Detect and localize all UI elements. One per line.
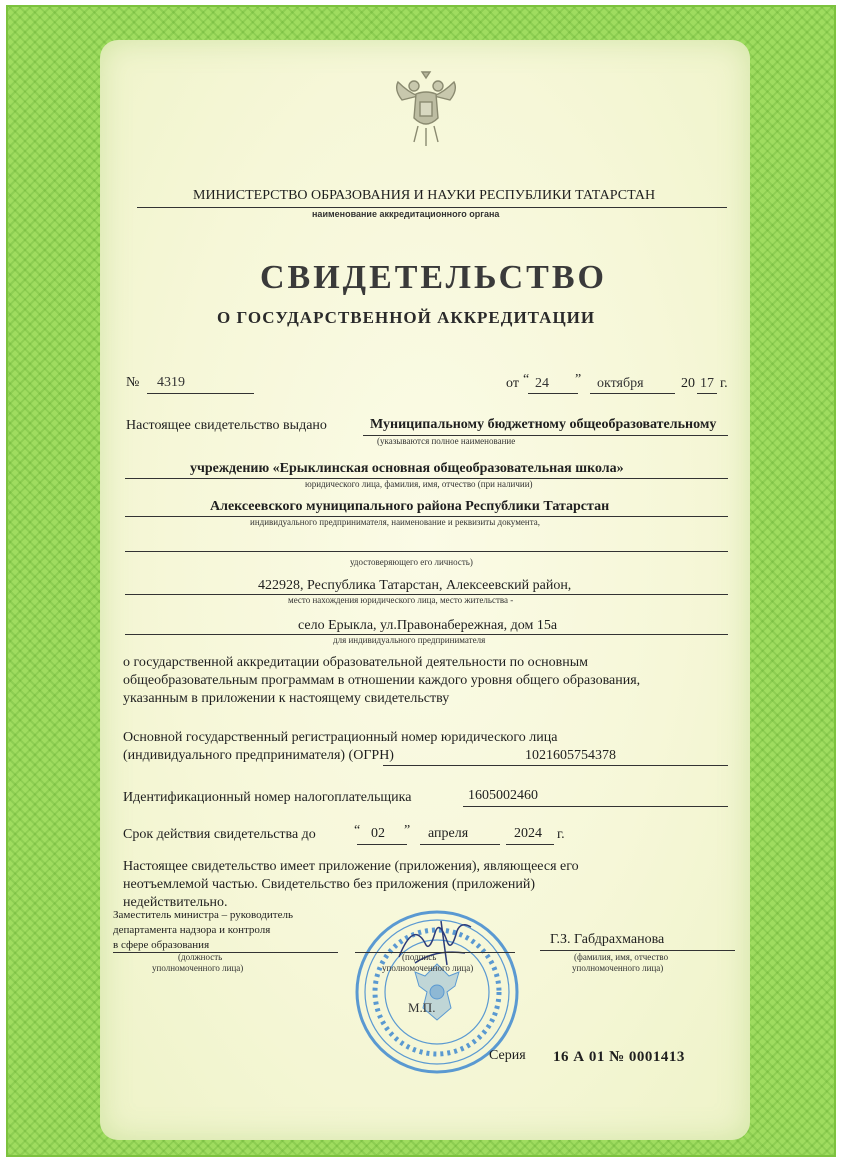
valid-quote-close: ”	[404, 823, 411, 838]
series-number: 16 А 01 № 0001413	[553, 1049, 685, 1065]
issued-to-label: Настоящее свидетельство выдано	[126, 418, 327, 433]
ministry-underline	[137, 207, 727, 208]
date-month: октября	[597, 376, 644, 391]
valid-day-underline	[357, 844, 407, 845]
signature-caption1: (подпись	[402, 952, 437, 962]
accreditation-text-line3: указанным в приложении к настоящему свидетельству	[123, 691, 450, 706]
address-line2: село Ерыкла, ул.Правонабережная, дом 15а	[298, 618, 558, 633]
series-label: Серия	[489, 1048, 526, 1063]
caption-entrepreneur-location: для индивидуального предпринимателя	[333, 635, 486, 645]
valid-year: 2024	[514, 826, 542, 841]
appendix-text-line3: недействительно.	[123, 895, 228, 910]
valid-month-underline	[420, 844, 500, 845]
org-name-line3: Алексеевского муниципального района Республики Татарстан	[210, 499, 610, 514]
caption-location: место нахождения юридического лица, место жительства -	[288, 595, 514, 605]
document-title: СВИДЕТЕЛЬСТВО	[260, 259, 607, 296]
ogrn-value: 1021605754378	[525, 748, 616, 763]
number-label: №	[126, 375, 140, 390]
caption-identity: удостоверяющего его личность)	[350, 557, 473, 567]
caption-full-name: (указываются полное наименование	[377, 436, 516, 446]
accreditation-text-line1: о государственной аккредитации образовательной деятельности по основным	[123, 655, 589, 670]
double-headed-eagle-emblem	[392, 70, 460, 148]
caption-legal-name: юридического лица, фамилия, имя, отчество (при наличии)	[305, 479, 533, 489]
official-name: Г.З. Габдрахманова	[550, 932, 665, 947]
date-year-underline	[697, 393, 717, 394]
date-day: 24	[535, 376, 549, 391]
official-position-line1: Заместитель министра – руководитель	[113, 909, 293, 921]
valid-month: апреля	[428, 826, 469, 841]
stamp-place-mark: М.П.	[408, 1000, 436, 1015]
position-underline	[113, 952, 338, 953]
date-year-unit: г.	[720, 376, 728, 391]
position-caption2: уполномоченного лица)	[152, 963, 244, 973]
accreditation-text-line2: общеобразовательным программам в отношении каждого уровня общего образования,	[123, 673, 641, 688]
certificate-number: 4319	[157, 375, 185, 390]
ministry-name: МИНИСТЕРСТВО ОБРАЗОВАНИЯ И НАУКИ РЕСПУБЛИКИ ТАТАРСТАН	[193, 188, 656, 203]
identity-underline	[125, 551, 728, 552]
date-prefix: от	[506, 376, 519, 391]
inn-value: 1605002460	[468, 788, 538, 803]
official-position-line2: департамента надзора и контроля	[113, 924, 271, 936]
valid-year-unit: г.	[557, 827, 565, 842]
appendix-text-line1: Настоящее свидетельство имеет приложение (приложения), являющееся его	[123, 859, 579, 874]
number-underline	[147, 393, 254, 394]
ministry-caption: наименование аккредитационного органа	[312, 209, 500, 219]
date-year-suffix: 17	[700, 376, 714, 391]
date-month-underline	[590, 393, 675, 394]
org-name-line2: учреждению «Ерыклинская основная общеобразовательная школа»	[190, 461, 624, 476]
document-subtitle: О ГОСУДАРСТВЕННОЙ АККРЕДИТАЦИИ	[217, 308, 596, 327]
signature-caption2: уполномоченного лица)	[382, 963, 474, 973]
org-name-line1: Муниципальному бюджетному общеобразовательному	[370, 417, 717, 432]
date-year-prefix: 20	[681, 376, 695, 391]
valid-year-underline	[506, 844, 554, 845]
position-caption1: (должность	[178, 952, 223, 962]
date-quote-open: “	[523, 372, 530, 387]
ogrn-label-line2: (индивидуального предпринимателя) (ОГРН)	[123, 748, 394, 763]
valid-quote-open: “	[354, 823, 361, 838]
valid-day: 02	[371, 826, 385, 841]
caption-entrepreneur: индивидуального предпринимателя, наименование и реквизиты документа,	[250, 517, 540, 527]
ogrn-underline	[383, 765, 728, 766]
official-position-line3: в сфере образования	[113, 939, 210, 951]
inn-label: Идентификационный номер налогоплательщика	[123, 790, 412, 805]
date-day-underline	[528, 393, 578, 394]
name-caption2: уполномоченного лица)	[572, 963, 664, 973]
date-quote-close: ”	[575, 372, 582, 387]
appendix-text-line2: неотъемлемой частью. Свидетельство без приложения (приложений)	[123, 877, 535, 892]
name-caption1: (фамилия, имя, отчество	[574, 952, 669, 962]
ogrn-label-line1: Основной государственный регистрационный номер юридического лица	[123, 730, 558, 745]
validity-label: Срок действия свидетельства до	[123, 827, 316, 842]
inn-underline	[463, 806, 728, 807]
address-line1: 422928, Республика Татарстан, Алексеевский район,	[258, 578, 572, 593]
name-underline	[540, 950, 735, 951]
